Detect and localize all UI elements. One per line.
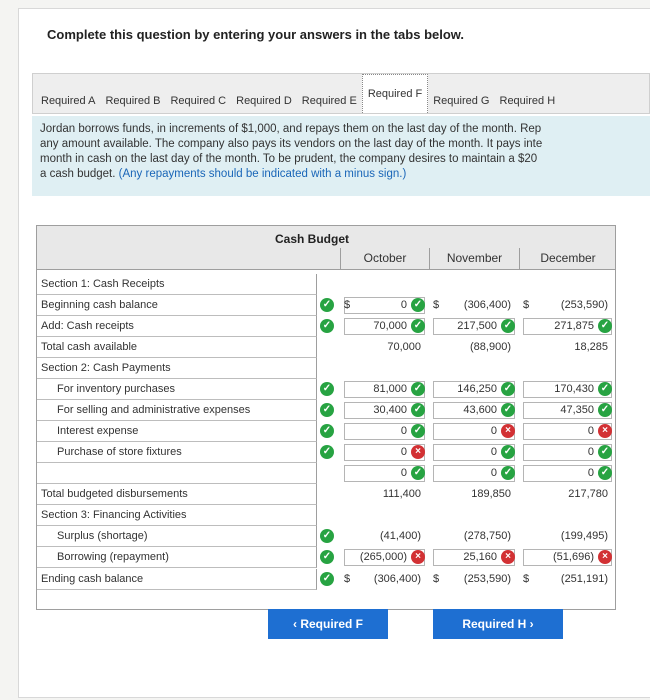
amount-value: 18,285 <box>574 341 608 353</box>
description-line-2: any amount available. The company also pays its vendors on the last day of the month. It pays inte <box>40 138 543 150</box>
row-label: Borrowing (repayment) <box>37 547 317 568</box>
table-row <box>37 463 615 484</box>
tab-divider <box>32 113 650 114</box>
table-row <box>37 337 615 358</box>
table-row <box>37 358 615 379</box>
amount-cell <box>519 274 608 295</box>
column-header-november: November <box>429 248 519 269</box>
amount-cell <box>519 484 608 505</box>
tab-required-d[interactable]: Required D <box>236 95 292 107</box>
previous-tab-button[interactable] <box>268 609 388 639</box>
amount-cell <box>519 295 608 316</box>
amount-value: 271,875 <box>554 320 594 332</box>
table-row <box>37 484 615 505</box>
amount-value: (265,000) <box>359 551 407 563</box>
row-label: Surplus (shortage) <box>37 526 317 547</box>
tab-required-g[interactable]: Required G <box>433 95 490 107</box>
table-row <box>37 505 615 526</box>
chevron-right-icon: › <box>529 617 534 631</box>
description-line-4 <box>40 167 650 182</box>
column-header-october: October <box>340 248 429 269</box>
dollar-sign: $ <box>523 299 530 311</box>
amount-cell <box>340 547 407 568</box>
amount-value: (251,191) <box>560 573 608 585</box>
amount-value: 0 <box>587 446 594 458</box>
amount-value: (306,400) <box>373 573 421 585</box>
tab-required-a[interactable]: Required A <box>41 95 96 107</box>
amount-value: 70,000 <box>373 320 407 332</box>
dollar-sign: $ <box>344 573 351 585</box>
amount-cell <box>429 316 497 337</box>
amount-cell <box>340 337 421 358</box>
amount-cell <box>340 442 407 463</box>
amount-cell <box>429 337 511 358</box>
amount-value: (253,590) <box>560 299 608 311</box>
table-row <box>37 547 615 568</box>
correct-check-icon: ✓ <box>501 319 515 333</box>
amount-cell <box>519 547 594 568</box>
amount-cell <box>519 379 594 400</box>
amount-value: (41,400) <box>380 530 421 542</box>
row-check-icon: ✓ <box>320 424 334 438</box>
correct-check-icon: ✓ <box>411 319 425 333</box>
amount-value: 0 <box>400 299 407 311</box>
dollar-sign: $ <box>433 573 440 585</box>
amount-value: (88,900) <box>470 341 511 353</box>
amount-value: 217,500 <box>457 320 497 332</box>
amount-value: 217,780 <box>568 488 608 500</box>
amount-cell <box>429 421 497 442</box>
amount-cell <box>519 316 594 337</box>
amount-cell <box>519 569 608 590</box>
amount-cell <box>429 379 497 400</box>
correct-check-icon: ✓ <box>598 466 612 480</box>
table-row <box>37 274 615 295</box>
correct-check-icon: ✓ <box>598 319 612 333</box>
row-label: Add: Cash receipts <box>37 316 317 337</box>
amount-value: (199,495) <box>560 530 608 542</box>
correct-check-icon: ✓ <box>411 298 425 312</box>
amount-cell <box>429 547 497 568</box>
amount-value: 0 <box>587 425 594 437</box>
tab-required-b[interactable]: Required B <box>105 95 161 107</box>
next-tab-button[interactable] <box>433 609 563 639</box>
amount-value: 81,000 <box>373 383 407 395</box>
amount-cell <box>519 505 608 526</box>
amount-cell <box>429 463 497 484</box>
correct-check-icon: ✓ <box>501 403 515 417</box>
tab-required-e[interactable]: Required E <box>301 95 357 107</box>
incorrect-cross-icon: × <box>598 550 612 564</box>
tab-required-h[interactable]: Required H <box>499 95 556 107</box>
incorrect-cross-icon: × <box>411 445 425 459</box>
incorrect-cross-icon: × <box>411 550 425 564</box>
row-check-icon: ✓ <box>320 298 334 312</box>
amount-cell <box>519 463 594 484</box>
row-label: Interest expense <box>37 421 317 442</box>
amount-cell <box>340 421 407 442</box>
chevron-left-icon: ‹ <box>292 617 297 631</box>
row-label: Section 2: Cash Payments <box>37 358 317 379</box>
amount-cell <box>429 295 511 316</box>
amount-value: 0 <box>587 467 594 479</box>
row-check-icon: ✓ <box>320 550 334 564</box>
amount-cell <box>429 442 497 463</box>
incorrect-cross-icon: × <box>598 424 612 438</box>
amount-cell <box>340 295 407 316</box>
amount-cell <box>429 358 511 379</box>
amount-value: 43,600 <box>463 404 497 416</box>
dollar-sign: $ <box>523 573 530 585</box>
row-label: Section 1: Cash Receipts <box>37 274 317 295</box>
amount-value: 25,160 <box>463 551 497 563</box>
correct-check-icon: ✓ <box>411 382 425 396</box>
amount-cell <box>340 505 421 526</box>
amount-value: 47,350 <box>560 404 594 416</box>
amount-cell <box>429 400 497 421</box>
amount-value: 0 <box>400 446 407 458</box>
row-label: For selling and administrative expenses <box>37 400 317 421</box>
amount-cell <box>340 379 407 400</box>
dollar-sign: $ <box>433 299 440 311</box>
amount-value: 0 <box>400 467 407 479</box>
requirement-tabs <box>32 73 650 113</box>
table-row <box>37 526 615 547</box>
correct-check-icon: ✓ <box>411 403 425 417</box>
amount-value: (278,750) <box>463 530 511 542</box>
dollar-sign: $ <box>344 299 351 311</box>
amount-cell <box>519 526 608 547</box>
amount-value: (306,400) <box>463 299 511 311</box>
correct-check-icon: ✓ <box>411 424 425 438</box>
amount-cell <box>519 442 594 463</box>
correct-check-icon: ✓ <box>411 466 425 480</box>
amount-cell <box>340 316 407 337</box>
table-row <box>37 400 615 421</box>
amount-cell <box>340 526 421 547</box>
amount-value: (253,590) <box>463 573 511 585</box>
row-check-icon: ✓ <box>320 529 334 543</box>
description-line-1: Jordan borrows funds, in increments of $1,000, and repays them on the last day of the month. Rep <box>40 123 542 135</box>
row-label: Section 3: Financing Activities <box>37 505 317 526</box>
row-label: For inventory purchases <box>37 379 317 400</box>
incorrect-cross-icon: × <box>501 424 515 438</box>
table-header <box>37 226 615 270</box>
amount-cell <box>429 274 511 295</box>
amount-value: 146,250 <box>457 383 497 395</box>
row-check-icon: ✓ <box>320 403 334 417</box>
table-row <box>37 295 615 316</box>
next-tab-label: Required H <box>462 617 527 631</box>
amount-cell <box>429 484 511 505</box>
row-label: Ending cash balance <box>37 569 317 590</box>
table-row <box>37 442 615 463</box>
amount-value: 70,000 <box>387 341 421 353</box>
amount-cell <box>340 274 421 295</box>
table-row <box>37 379 615 400</box>
amount-value: (51,696) <box>553 551 594 563</box>
correct-check-icon: ✓ <box>501 466 515 480</box>
incorrect-cross-icon: × <box>501 550 515 564</box>
row-label: Total budgeted disbursements <box>37 484 317 505</box>
amount-value: 0 <box>490 446 497 458</box>
amount-cell <box>340 484 421 505</box>
previous-tab-label: Required F <box>300 617 363 631</box>
amount-value: 30,400 <box>373 404 407 416</box>
correct-check-icon: ✓ <box>501 382 515 396</box>
column-header-december: December <box>519 248 616 269</box>
correct-check-icon: ✓ <box>598 382 612 396</box>
description-line-3: month in cash on the last day of the month. To be prudent, the company desires to maintain a $20 <box>40 153 538 165</box>
tab-required-c[interactable]: Required C <box>170 95 227 107</box>
amount-cell <box>519 421 594 442</box>
repayment-hint: (Any repayments should be indicated with a minus sign.) <box>118 168 407 180</box>
correct-check-icon: ✓ <box>598 445 612 459</box>
amount-cell <box>519 400 594 421</box>
row-label: Total cash available <box>37 337 317 358</box>
correct-check-icon: ✓ <box>501 445 515 459</box>
amount-value: 189,850 <box>471 488 511 500</box>
row-check-icon: ✓ <box>320 572 334 586</box>
table-row <box>37 421 615 442</box>
amount-cell <box>340 358 421 379</box>
row-check-icon: ✓ <box>320 382 334 396</box>
question-description <box>32 116 650 196</box>
tab-required-f[interactable]: Required F <box>362 74 428 113</box>
amount-value: 0 <box>490 425 497 437</box>
instruction-text: Complete this question by entering your answers in the tabs below. <box>47 27 465 42</box>
amount-cell <box>429 505 511 526</box>
row-check-icon: ✓ <box>320 319 334 333</box>
row-label: Beginning cash balance <box>37 295 317 316</box>
amount-cell <box>340 569 421 590</box>
amount-cell <box>519 337 608 358</box>
cash-budget-table <box>36 225 616 610</box>
table-row <box>37 569 615 590</box>
amount-cell <box>429 526 511 547</box>
amount-value: 111,400 <box>382 488 421 500</box>
amount-cell <box>340 463 407 484</box>
row-check-icon: ✓ <box>320 445 334 459</box>
amount-cell <box>519 358 608 379</box>
table-title: Cash Budget <box>275 232 350 246</box>
row-label: Purchase of store fixtures <box>37 442 317 463</box>
amount-value: 0 <box>490 467 497 479</box>
amount-cell <box>340 400 407 421</box>
amount-value: 0 <box>400 425 407 437</box>
table-row <box>37 316 615 337</box>
correct-check-icon: ✓ <box>598 403 612 417</box>
row-label <box>37 463 317 484</box>
amount-cell <box>429 569 511 590</box>
amount-value: 170,430 <box>554 383 594 395</box>
description-text: a cash budget. <box>40 168 116 180</box>
